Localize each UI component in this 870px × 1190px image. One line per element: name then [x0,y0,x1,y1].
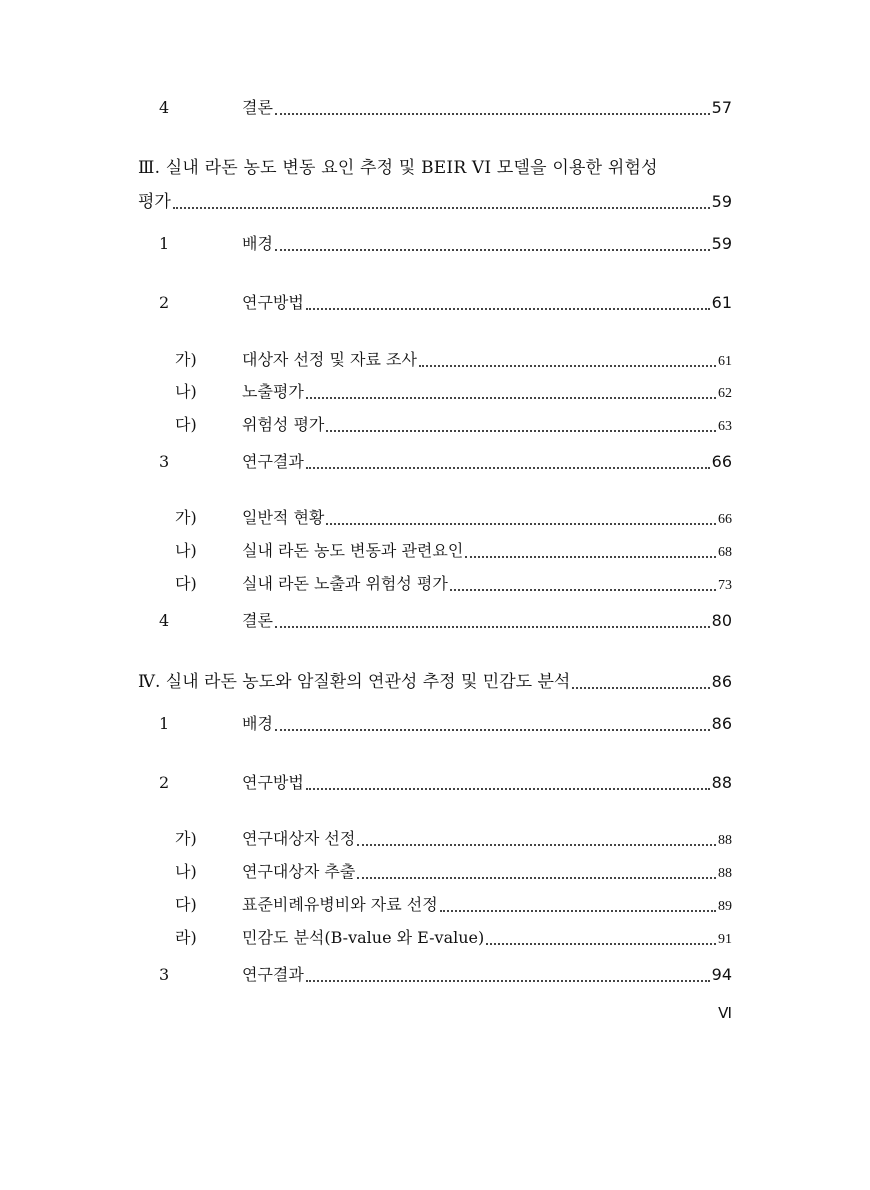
dot-leader [440,910,716,912]
dot-leader [275,113,710,115]
toc-subsection-row[interactable] [0,505,870,531]
page-number: 86 [711,672,732,691]
section-title: 결론 [242,611,273,630]
subsection-number: 가) [175,829,197,848]
page-number: 66 [718,512,732,527]
dot-leader [357,844,716,846]
subsection-title: 위험성 평가 [242,415,325,434]
dot-leader [486,943,716,945]
toc-subsection-row[interactable] [0,571,870,597]
section-number: 4 [159,611,170,630]
dot-leader [306,467,710,469]
page-number: 63 [718,419,732,434]
toc-section-row[interactable] [0,290,870,316]
chapter-3-heading-line2[interactable] [0,189,870,215]
dot-leader [306,980,710,982]
subsection-title: 표준비례유병비와 자료 선정 [242,895,438,914]
subsection-title: 노출평가 [242,382,304,401]
footer-page-number: Ⅵ [718,1004,732,1022]
subsection-number: 가) [175,350,197,369]
dot-leader [326,523,716,525]
page-number: 91 [718,932,732,947]
page-number: 88 [718,866,732,881]
toc-section-row[interactable] [0,711,870,737]
section-number: 2 [159,293,170,312]
toc-subsection-row[interactable] [0,347,870,373]
page-number: 80 [711,611,732,630]
dot-leader [357,877,716,879]
chapter-4-heading[interactable] [0,669,870,695]
page-number: 89 [718,899,732,914]
toc-section-row[interactable] [0,608,870,634]
page-number: 62 [718,386,732,401]
page-number: 68 [718,545,732,560]
dot-leader [275,249,710,251]
toc-subsection-row[interactable] [0,412,870,438]
section-number: 2 [159,773,170,792]
subsection-title: 일반적 현황 [242,508,325,527]
toc-subsection-row[interactable] [0,925,870,951]
dot-leader [572,687,709,689]
subsection-title: 대상자 선정 및 자료 조사 [242,350,417,369]
subsection-number: 나) [175,382,197,401]
page-number: 61 [718,354,732,369]
toc-section-row[interactable] [0,231,870,257]
dot-leader [450,589,716,591]
page-number: 88 [718,833,732,848]
subsection-number: 가) [175,508,197,527]
page-number: 59 [711,192,732,211]
chapter-3-title: Ⅲ. 실내 라돈 농도 변동 요인 추정 및 BEIR VI 모델을 이용한 위험성 [138,158,658,178]
toc-subsection-row[interactable] [0,826,870,852]
dot-leader [465,556,716,558]
subsection-number: 나) [175,862,197,881]
section-number: 1 [159,234,170,253]
page-number: 86 [711,714,732,733]
dot-leader [275,626,710,628]
subsection-number: 다) [175,895,197,914]
section-title: 연구결과 [242,452,304,471]
subsection-number: 나) [175,541,197,560]
dot-leader [306,308,710,310]
subsection-title: 연구대상자 추출 [242,862,356,881]
chapter-3-title-continued: 평가 [138,192,171,212]
section-title: 결론 [242,98,273,117]
section-number: 4 [159,98,170,117]
subsection-title: 실내 라돈 노출과 위험성 평가 [242,574,448,593]
toc-subsection-row[interactable] [0,859,870,885]
section-title: 연구방법 [242,293,304,312]
dot-leader [326,430,716,432]
dot-leader [419,365,716,367]
subsection-title: 연구대상자 선정 [242,829,356,848]
page-number: 73 [718,578,732,593]
subsection-number: 라) [175,928,197,947]
chapter-3-heading-line1[interactable] [0,155,870,181]
toc-subsection-row[interactable] [0,379,870,405]
toc-subsection-row[interactable] [0,892,870,918]
subsection-title: 민감도 분석(B-value 와 E-value) [242,928,485,947]
section-title: 배경 [242,234,273,253]
section-title: 배경 [242,714,273,733]
chapter-4-title: Ⅳ. 실내 라돈 농도와 암질환의 연관성 추정 및 민감도 분석 [138,672,571,692]
section-title: 연구방법 [242,773,304,792]
page-number: 57 [711,98,732,117]
section-number: 3 [159,452,170,471]
toc-section-row[interactable] [0,95,870,121]
toc-section-row[interactable] [0,770,870,796]
section-title: 연구결과 [242,965,304,984]
page-number: 94 [711,965,732,984]
toc-section-row[interactable] [0,962,870,988]
dot-leader [173,207,710,209]
page-number: 66 [711,452,732,471]
subsection-number: 다) [175,574,197,593]
dot-leader [306,397,716,399]
toc-section-row[interactable] [0,449,870,475]
page-number: 61 [711,293,732,312]
dot-leader [275,729,710,731]
section-number: 3 [159,965,170,984]
subsection-title: 실내 라돈 농도 변동과 관련요인 [242,541,464,560]
page-number: 88 [711,773,732,792]
dot-leader [306,788,710,790]
subsection-number: 다) [175,415,197,434]
section-number: 1 [159,714,170,733]
toc-subsection-row[interactable] [0,538,870,564]
page-number: 59 [711,234,732,253]
